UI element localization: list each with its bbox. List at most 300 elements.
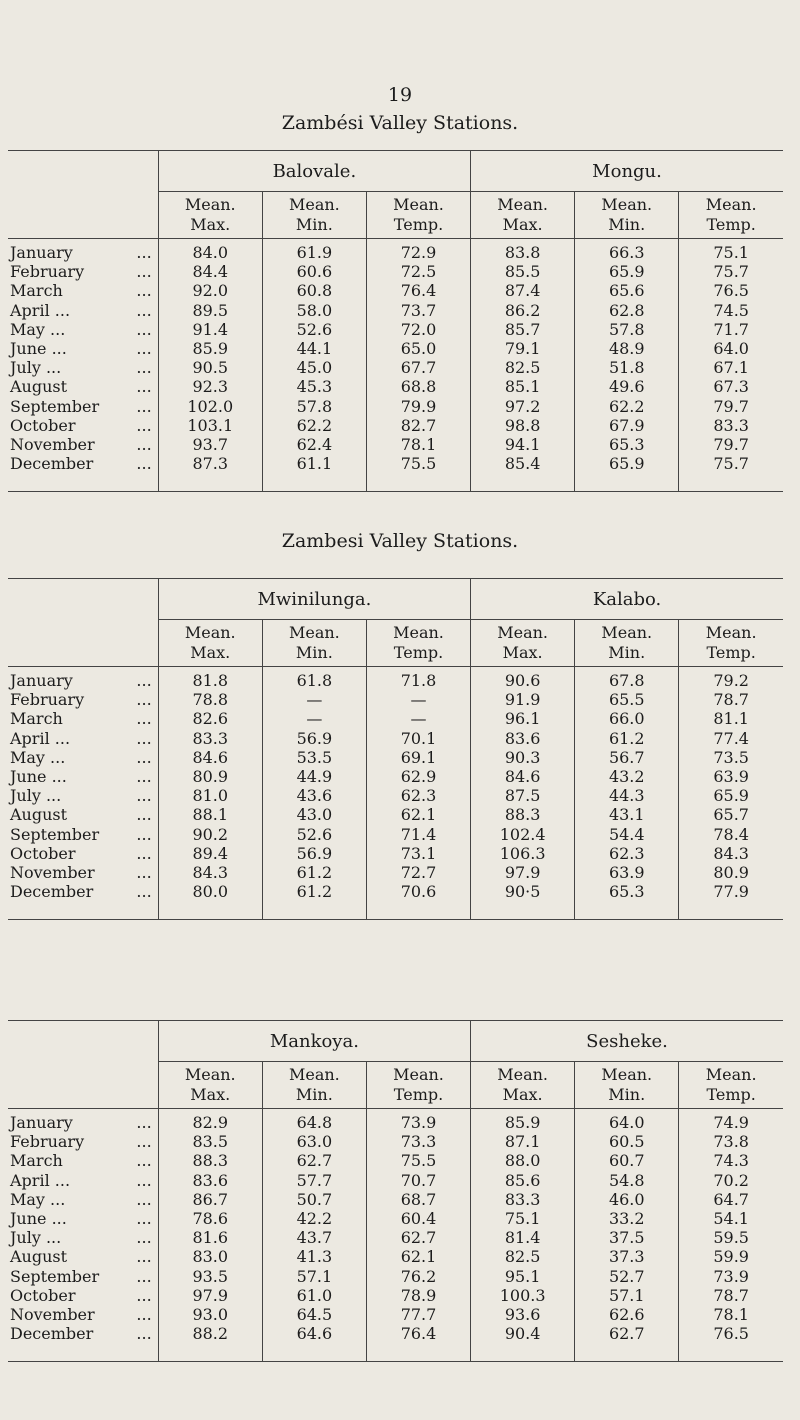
value-cell: 102.0 xyxy=(158,397,262,416)
value-cell: 72.0 xyxy=(366,320,470,339)
leader-dots: ... xyxy=(136,319,152,339)
table-row xyxy=(8,1228,783,1247)
data-table xyxy=(8,578,783,920)
value-cell: 89.5 xyxy=(158,301,262,320)
value-cell: 78.7 xyxy=(679,690,783,709)
value-cell: 84.6 xyxy=(158,748,262,767)
month-cell xyxy=(8,863,158,882)
value-cell: 57.1 xyxy=(575,1286,679,1305)
value-cell: 86.7 xyxy=(158,1190,262,1209)
table-row xyxy=(8,1247,783,1266)
value-cell: 65.0 xyxy=(366,339,470,358)
value-cell: 84.3 xyxy=(679,844,783,863)
table-row xyxy=(8,767,783,786)
leader-dots: ... xyxy=(136,396,152,416)
table-row xyxy=(8,435,783,454)
value-cell: 72.9 xyxy=(366,239,470,263)
value-cell: 44.3 xyxy=(575,786,679,805)
column-header-line2: Max. xyxy=(190,643,231,662)
month-cell xyxy=(8,239,158,263)
leader-dots: ... xyxy=(136,1170,152,1190)
value-cell: 97.9 xyxy=(158,1286,262,1305)
value-cell: 62.8 xyxy=(575,301,679,320)
value-cell: 76.2 xyxy=(366,1267,470,1286)
value-cell: 85.6 xyxy=(471,1171,575,1190)
column-header-line1: Mean. xyxy=(393,623,444,642)
month-cell xyxy=(8,397,158,416)
section-title: Zambesi Valley Stations. xyxy=(281,530,519,552)
month-label: October xyxy=(10,843,76,863)
value-cell: 93.5 xyxy=(158,1267,262,1286)
value-cell: 95.1 xyxy=(471,1267,575,1286)
value-cell: 90.6 xyxy=(471,667,575,691)
leader-dots: ... xyxy=(136,454,152,474)
month-label: August xyxy=(10,1247,68,1267)
month-label: December xyxy=(10,454,94,474)
leader-dots: ... xyxy=(136,1324,152,1344)
value-cell: 61.2 xyxy=(262,882,366,913)
column-header-line2: Max. xyxy=(502,643,543,662)
value-cell: 73.9 xyxy=(366,1109,470,1133)
value-cell: 83.6 xyxy=(158,1171,262,1190)
table-row xyxy=(8,805,783,824)
value-cell: 43.2 xyxy=(575,767,679,786)
value-cell: 62.7 xyxy=(262,1151,366,1170)
value-cell: 58.0 xyxy=(262,301,366,320)
value-cell: 83.3 xyxy=(679,416,783,435)
month-label: April ... xyxy=(10,300,71,320)
station-name: Mwinilunga. xyxy=(158,579,470,620)
month-label: September xyxy=(10,824,100,844)
column-header xyxy=(262,192,366,239)
value-cell: 85.9 xyxy=(158,339,262,358)
value-cell: 62.2 xyxy=(575,397,679,416)
value-cell: 82.6 xyxy=(158,709,262,728)
month-cell xyxy=(8,1151,158,1170)
value-cell: 67.3 xyxy=(679,377,783,396)
month-label: November xyxy=(10,862,95,882)
table-row xyxy=(8,667,783,691)
station-name: Mongu. xyxy=(471,151,783,192)
value-cell: 65.3 xyxy=(575,435,679,454)
month-cell xyxy=(8,1324,158,1355)
value-cell: 53.5 xyxy=(262,748,366,767)
value-cell: 87.5 xyxy=(471,786,575,805)
value-cell: 85.5 xyxy=(471,262,575,281)
month-label: May ... xyxy=(10,319,66,339)
value-cell: 88.3 xyxy=(158,1151,262,1170)
column-header xyxy=(679,1062,783,1109)
table-row xyxy=(8,320,783,339)
value-cell: 64.6 xyxy=(262,1324,366,1355)
value-cell: 84.3 xyxy=(158,863,262,882)
table-row xyxy=(8,281,783,300)
value-cell: 61.0 xyxy=(262,1286,366,1305)
value-cell: — xyxy=(262,690,366,709)
month-cell xyxy=(8,729,158,748)
value-cell: 87.4 xyxy=(471,281,575,300)
column-header-line2: Min. xyxy=(295,215,333,234)
value-cell: 56.9 xyxy=(262,844,366,863)
table-row xyxy=(8,786,783,805)
column-header-line2: Max. xyxy=(190,215,231,234)
value-cell: 76.5 xyxy=(679,281,783,300)
value-cell: 64.5 xyxy=(262,1305,366,1324)
value-cell: 85.9 xyxy=(471,1109,575,1133)
table-row xyxy=(8,416,783,435)
value-cell: 83.0 xyxy=(158,1247,262,1266)
month-cell xyxy=(8,786,158,805)
value-cell: 81.1 xyxy=(679,709,783,728)
value-cell: 50.7 xyxy=(262,1190,366,1209)
leader-dots: ... xyxy=(136,824,152,844)
leader-dots: ... xyxy=(136,1151,152,1171)
value-cell: 75.1 xyxy=(471,1209,575,1228)
value-cell: 54.8 xyxy=(575,1171,679,1190)
value-cell: 84.0 xyxy=(158,239,262,263)
value-cell: 62.2 xyxy=(262,416,366,435)
month-cell xyxy=(8,1305,158,1324)
value-cell: 77.7 xyxy=(366,1305,470,1324)
leader-dots: ... xyxy=(136,434,152,454)
leader-dots: ... xyxy=(136,843,152,863)
value-cell: 83.3 xyxy=(158,729,262,748)
value-cell: — xyxy=(262,709,366,728)
value-cell: 103.1 xyxy=(158,416,262,435)
value-cell: 42.2 xyxy=(262,1209,366,1228)
column-header-line1: Mean. xyxy=(601,195,653,214)
column-header xyxy=(366,1062,470,1109)
value-cell: 71.4 xyxy=(366,825,470,844)
value-cell: 51.8 xyxy=(575,358,679,377)
month-cell xyxy=(8,262,158,281)
table-row xyxy=(8,863,783,882)
table-row xyxy=(8,1151,783,1170)
value-cell: 72.5 xyxy=(366,262,470,281)
value-cell: 60.7 xyxy=(575,1151,679,1170)
column-header xyxy=(471,1062,575,1109)
station-name: Balovale. xyxy=(158,151,470,192)
value-cell: 60.4 xyxy=(366,1209,470,1228)
value-cell: 61.8 xyxy=(262,667,366,691)
value-cell: 75.5 xyxy=(366,454,470,485)
value-cell: 88.1 xyxy=(158,805,262,824)
month-cell xyxy=(8,416,158,435)
month-label: May ... xyxy=(10,1189,66,1209)
column-header-line2: Temp. xyxy=(393,215,444,234)
value-cell: 100.3 xyxy=(471,1286,575,1305)
value-cell: — xyxy=(366,709,470,728)
value-cell: 61.9 xyxy=(262,239,366,263)
leader-dots: ... xyxy=(136,358,152,378)
month-label: April ... xyxy=(10,1170,71,1190)
table-row xyxy=(8,844,783,863)
value-cell: 65.9 xyxy=(679,786,783,805)
column-header xyxy=(158,1062,262,1109)
value-cell: 82.9 xyxy=(158,1109,262,1133)
value-cell: 78.4 xyxy=(679,825,783,844)
value-cell: 73.8 xyxy=(679,1132,783,1151)
leader-dots: ... xyxy=(136,1209,152,1229)
value-cell: 92.0 xyxy=(158,281,262,300)
data-table xyxy=(8,1020,783,1362)
value-cell: 62.4 xyxy=(262,435,366,454)
column-header-line2: Temp. xyxy=(393,643,444,662)
month-label: December xyxy=(10,1324,94,1344)
value-cell: 48.9 xyxy=(575,339,679,358)
value-cell: 75.7 xyxy=(679,454,783,485)
value-cell: 71.8 xyxy=(366,667,470,691)
month-cell xyxy=(8,454,158,485)
table-row xyxy=(8,709,783,728)
month-label: September xyxy=(10,1266,100,1286)
column-header-line2: Min. xyxy=(295,643,333,662)
value-cell: 62.6 xyxy=(575,1305,679,1324)
column-header-line2: Temp. xyxy=(706,643,756,662)
value-cell: 60.5 xyxy=(575,1132,679,1151)
value-cell: 62.1 xyxy=(366,805,470,824)
value-cell: 66.0 xyxy=(575,709,679,728)
table-row xyxy=(8,301,783,320)
value-cell: 72.7 xyxy=(366,863,470,882)
value-cell: 60.8 xyxy=(262,281,366,300)
value-cell: 75.7 xyxy=(679,262,783,281)
value-cell: 78.1 xyxy=(366,435,470,454)
value-cell: 87.3 xyxy=(158,454,262,485)
leader-dots: ... xyxy=(136,1247,152,1267)
value-cell: 89.4 xyxy=(158,844,262,863)
value-cell: 93.0 xyxy=(158,1305,262,1324)
value-cell: 45.0 xyxy=(262,358,366,377)
value-cell: 33.2 xyxy=(575,1209,679,1228)
column-header-line2: Temp. xyxy=(393,1085,444,1104)
month-label: February xyxy=(10,690,85,710)
value-cell: 76.4 xyxy=(366,1324,470,1355)
table-row xyxy=(8,1190,783,1209)
value-cell: 67.9 xyxy=(575,416,679,435)
value-cell: 85.4 xyxy=(471,454,575,485)
value-cell: 78.6 xyxy=(158,1209,262,1228)
value-cell: 65.9 xyxy=(575,262,679,281)
month-label: October xyxy=(10,1285,76,1305)
value-cell: 43.7 xyxy=(262,1228,366,1247)
table-row xyxy=(8,882,783,913)
value-cell: 52.6 xyxy=(262,825,366,844)
value-cell: 90·5 xyxy=(471,882,575,913)
value-cell: 76.5 xyxy=(679,1324,783,1355)
column-header-line2: Max. xyxy=(502,215,543,234)
column-header-line1: Mean. xyxy=(497,623,549,642)
value-cell: 90.2 xyxy=(158,825,262,844)
table-row xyxy=(8,1171,783,1190)
column-header-line1: Mean. xyxy=(601,1065,653,1084)
table-row xyxy=(8,825,783,844)
column-header-line1: Mean. xyxy=(184,1065,236,1084)
value-cell: 60.6 xyxy=(262,262,366,281)
value-cell: 57.1 xyxy=(262,1267,366,1286)
value-cell: 62.9 xyxy=(366,767,470,786)
column-header xyxy=(366,620,470,667)
value-cell: 80.0 xyxy=(158,882,262,913)
value-cell: 93.6 xyxy=(471,1305,575,1324)
leader-dots: ... xyxy=(136,243,152,263)
column-header xyxy=(679,620,783,667)
value-cell: 83.6 xyxy=(471,729,575,748)
value-cell: 74.5 xyxy=(679,301,783,320)
value-cell: 37.5 xyxy=(575,1228,679,1247)
station-name: Sesheke. xyxy=(471,1021,783,1062)
value-cell: 70.7 xyxy=(366,1171,470,1190)
value-cell: 68.7 xyxy=(366,1190,470,1209)
value-cell: 61.1 xyxy=(262,454,366,485)
month-label: August xyxy=(10,805,68,825)
value-cell: 74.9 xyxy=(679,1109,783,1133)
value-cell: 79.1 xyxy=(471,339,575,358)
table-row xyxy=(8,397,783,416)
value-cell: 90.5 xyxy=(158,358,262,377)
month-cell xyxy=(8,1286,158,1305)
table-row xyxy=(8,1109,783,1133)
month-label: May ... xyxy=(10,747,66,767)
month-cell xyxy=(8,358,158,377)
leader-dots: ... xyxy=(136,262,152,282)
value-cell: 66.3 xyxy=(575,239,679,263)
value-cell: 79.9 xyxy=(366,397,470,416)
value-cell: 90.3 xyxy=(471,748,575,767)
value-cell: 57.8 xyxy=(575,320,679,339)
month-cell xyxy=(8,320,158,339)
month-label: February xyxy=(10,262,85,282)
column-header xyxy=(471,192,575,239)
value-cell: 96.1 xyxy=(471,709,575,728)
value-cell: 68.8 xyxy=(366,377,470,396)
value-cell: 63.9 xyxy=(679,767,783,786)
column-header-line1: Mean. xyxy=(288,1065,340,1084)
month-cell xyxy=(8,767,158,786)
column-header-line1: Mean. xyxy=(601,623,653,642)
month-cell xyxy=(8,805,158,824)
column-header xyxy=(575,192,679,239)
value-cell: 88.0 xyxy=(471,1151,575,1170)
month-cell xyxy=(8,1171,158,1190)
climate-table xyxy=(0,150,800,492)
value-cell: 79.7 xyxy=(679,435,783,454)
value-cell: 87.1 xyxy=(471,1132,575,1151)
leader-dots: ... xyxy=(136,415,152,435)
value-cell: 97.2 xyxy=(471,397,575,416)
month-cell xyxy=(8,709,158,728)
leader-dots: ... xyxy=(136,882,152,902)
value-cell: 74.3 xyxy=(679,1151,783,1170)
column-header-line1: Mean. xyxy=(184,623,236,642)
value-cell: 73.1 xyxy=(366,844,470,863)
value-cell: 67.1 xyxy=(679,358,783,377)
value-cell: 91.9 xyxy=(471,690,575,709)
value-cell: 75.5 xyxy=(366,1151,470,1170)
value-cell: 41.3 xyxy=(262,1247,366,1266)
leader-dots: ... xyxy=(136,671,152,691)
value-cell: 64.0 xyxy=(575,1109,679,1133)
month-cell xyxy=(8,825,158,844)
leader-dots: ... xyxy=(136,690,152,710)
value-cell: 65.9 xyxy=(575,454,679,485)
value-cell: 88.2 xyxy=(158,1324,262,1355)
leader-dots: ... xyxy=(136,377,152,397)
value-cell: 65.5 xyxy=(575,690,679,709)
table-row xyxy=(8,239,783,263)
value-cell: 49.6 xyxy=(575,377,679,396)
column-header-line2: Min. xyxy=(295,1085,333,1104)
value-cell: 78.8 xyxy=(158,690,262,709)
value-cell: 62.7 xyxy=(366,1228,470,1247)
column-header-line1: Mean. xyxy=(705,1065,757,1084)
value-cell: 57.8 xyxy=(262,397,366,416)
column-header xyxy=(366,192,470,239)
climate-table xyxy=(0,1020,800,1362)
table-row xyxy=(8,358,783,377)
table-row xyxy=(8,1209,783,1228)
month-label: June ... xyxy=(10,1209,67,1229)
leader-dots: ... xyxy=(136,728,152,748)
column-header-line2: Temp. xyxy=(706,1085,756,1104)
column-header xyxy=(262,1062,366,1109)
value-cell: 90.4 xyxy=(471,1324,575,1355)
column-header-line1: Mean. xyxy=(705,195,757,214)
value-cell: 93.7 xyxy=(158,435,262,454)
table-row xyxy=(8,339,783,358)
column-header-line2: Max. xyxy=(502,1085,543,1104)
month-cell xyxy=(8,1228,158,1247)
value-cell: 78.1 xyxy=(679,1305,783,1324)
data-table xyxy=(8,150,783,492)
month-cell xyxy=(8,1109,158,1133)
table-row xyxy=(8,1305,783,1324)
value-cell: 62.1 xyxy=(366,1247,470,1266)
value-cell: 57.7 xyxy=(262,1171,366,1190)
leader-dots: ... xyxy=(136,805,152,825)
value-cell: 54.4 xyxy=(575,825,679,844)
value-cell: 91.4 xyxy=(158,320,262,339)
value-cell: 73.3 xyxy=(366,1132,470,1151)
table-row xyxy=(8,262,783,281)
value-cell: 78.9 xyxy=(366,1286,470,1305)
value-cell: 46.0 xyxy=(575,1190,679,1209)
value-cell: 73.5 xyxy=(679,748,783,767)
value-cell: 79.2 xyxy=(679,667,783,691)
value-cell: 61.2 xyxy=(575,729,679,748)
column-header xyxy=(262,620,366,667)
section-title: Zambési Valley Stations. xyxy=(281,112,519,134)
value-cell: 62.3 xyxy=(575,844,679,863)
value-cell: 73.7 xyxy=(366,301,470,320)
value-cell: 86.2 xyxy=(471,301,575,320)
month-label: February xyxy=(10,1132,85,1152)
value-cell: 79.7 xyxy=(679,397,783,416)
month-cell xyxy=(8,377,158,396)
value-cell: 59.9 xyxy=(679,1247,783,1266)
month-cell xyxy=(8,1209,158,1228)
column-header-line2: Min. xyxy=(608,643,646,662)
value-cell: 81.8 xyxy=(158,667,262,691)
value-cell: 82.7 xyxy=(366,416,470,435)
leader-dots: ... xyxy=(136,709,152,729)
value-cell: 52.6 xyxy=(262,320,366,339)
value-cell: 43.0 xyxy=(262,805,366,824)
value-cell: 94.1 xyxy=(471,435,575,454)
value-cell: 44.1 xyxy=(262,339,366,358)
month-label: October xyxy=(10,415,76,435)
value-cell: 88.3 xyxy=(471,805,575,824)
